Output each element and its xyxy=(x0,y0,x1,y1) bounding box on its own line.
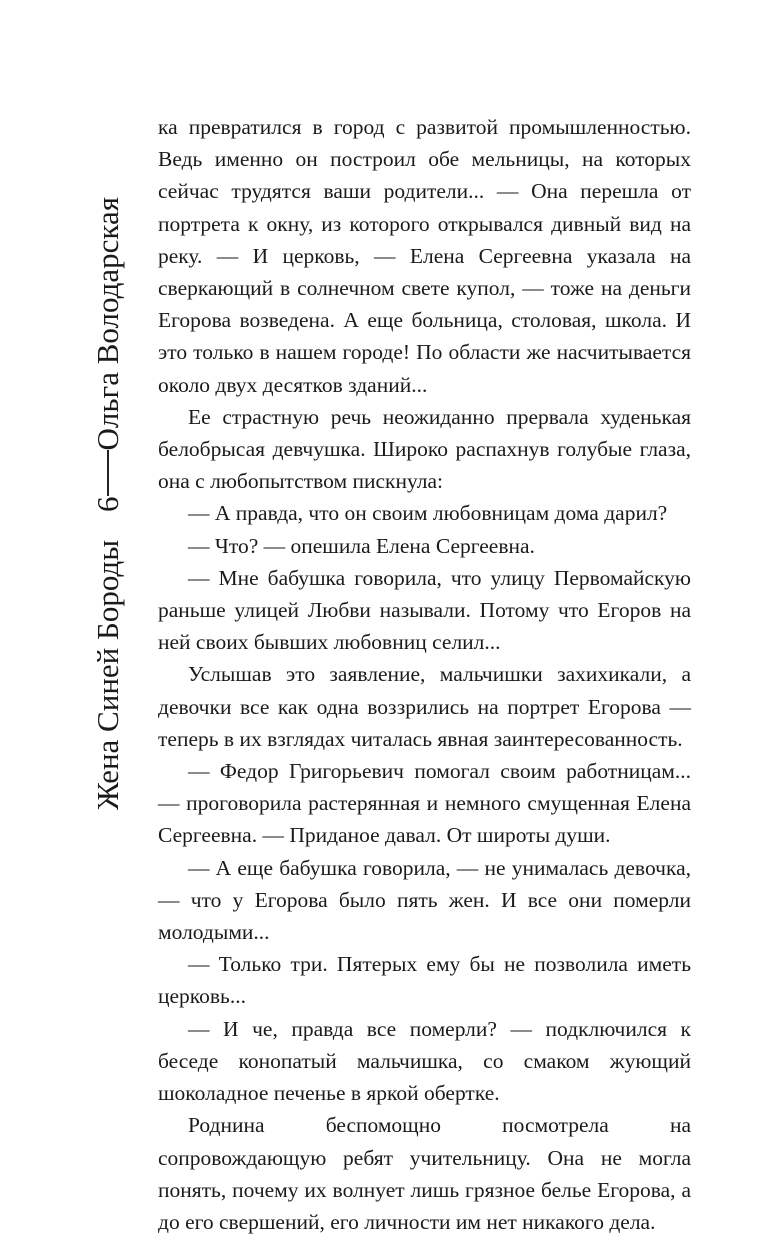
paragraph: Роднина беспомощно посмотрела на сопровождающую ребят учительницу. Она не могла понять, почему их волнует лишь грязное белье Егорова, а до его свершений, его личности им нет никакого дела. xyxy=(158,1113,691,1234)
paragraph: ка превратился в город с развитой промышленностью. Ведь именно он построил обе мельницы, на которых сейчас трудятся ваши родители... — Она перешла от портрета к окну, из которого открывался дивный вид на реку. — И церковь, — Елена Сергеевна указала на сверкающий в солнечном свете купол, — тоже на деньги Егорова возведена. А еще больница, столовая, школа. И это только в нашем городе! По области же насчитывается около двух десятков зданий... xyxy=(158,115,691,397)
paragraph: — А еще бабушка говорила, — не унималась девочка, — что у Егорова было пять жен. И все они померли молодыми... xyxy=(158,855,691,945)
paragraph: — А правда, что он своим любовницам дома дарил? xyxy=(188,501,668,526)
paragraph: Ее страстную речь неожиданно прервала худенькая белобрысая девчушка. Широко распахнув голубые глаза, она с любопытством пискнула: xyxy=(158,404,691,494)
page-number: 6 xyxy=(90,496,125,512)
paragraph: — Мне бабушка говорила, что улицу Первомайскую раньше улицей Любви называли. Потому что Егоров на ней своих бывших любовниц селил... xyxy=(158,565,691,655)
running-head-line xyxy=(78,150,138,810)
paragraph: Услышав это заявление, мальчишки захихикали, а девочки все как одна воззрились на портрет Егорова — теперь в их взглядах читалась явная заинтересованность. xyxy=(158,662,691,751)
running-head-divider xyxy=(107,450,109,496)
body-text xyxy=(158,111,691,1238)
paragraph: — Что? — опешила Елена Сергеевна. xyxy=(188,533,535,558)
author-name: Ольга Володарская xyxy=(90,197,125,451)
paragraph: — Только три. Пятерых ему бы не позволила иметь церковь... xyxy=(158,952,691,1009)
book-title: Жена Синей Бороды xyxy=(90,539,125,810)
paragraph: — И че, правда все померли? — подключился к беседе конопатый мальчишка, со смаком жующий шоколадное печенье в яркой обертке. xyxy=(158,1016,691,1106)
running-head xyxy=(78,150,138,810)
paragraph: — Федор Григорьевич помогал своим работницам... — проговорила растерянная и немного смущенная Елена Сергеевна. — Приданое давал. От широты души. xyxy=(158,759,691,848)
